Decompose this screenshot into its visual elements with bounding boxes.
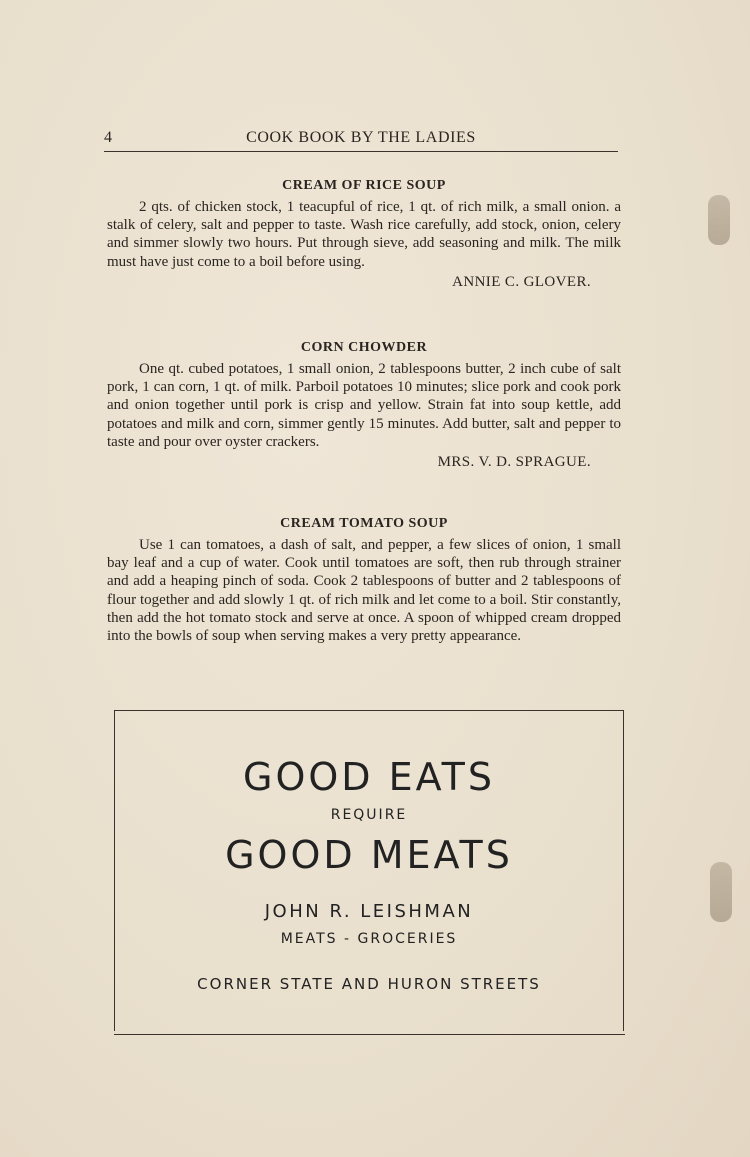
ad-business-type: MEATS - GROCERIES — [280, 931, 458, 947]
ad-merchant-name: JOHN R. LEISHMAN — [264, 901, 474, 922]
recipe-title: CORN CHOWDER — [300, 340, 428, 355]
recipe-author: ANNIE C. GLOVER. — [452, 273, 591, 290]
binding-stain-top — [708, 195, 730, 245]
recipe-corn-chowder — [107, 340, 621, 471]
recipe-title: CREAM TOMATO SOUP — [280, 516, 448, 531]
recipe-body: One qt. cubed potatoes, 1 small onion, 2 tablespoons butter, 2 inch cube of salt pork, 1 can corn, 1 qt. of milk. Parboil potatoes 10 minutes; slice pork and cook pork and onion together until pork is crisp and yellow. Strain fat into soup kettle, add potatoes and milk and corn, simmer gently 15 minutes. Add butter, salt and pepper to taste and pour over oyster crackers. — [107, 361, 621, 450]
ad-headline-good-meats: GOOD MEATS — [225, 833, 513, 877]
ad-require: REQUIRE — [330, 807, 408, 823]
recipe-title: CREAM OF RICE SOUP — [282, 178, 446, 193]
ad-headline-good-eats: GOOD EATS — [243, 755, 495, 799]
ad-address: CORNER STATE AND HURON STREETS — [197, 975, 541, 993]
recipe-author: MRS. V. D. SPRAGUE. — [437, 454, 591, 471]
page-header — [104, 129, 618, 152]
ad-bottom-rule — [114, 1034, 625, 1035]
binding-stain-bottom — [710, 862, 732, 922]
running-title: COOK BOOK BY THE LADIES — [246, 129, 476, 146]
recipe-cream-tomato-soup — [107, 516, 621, 645]
recipe-cream-of-rice-soup — [107, 178, 621, 291]
recipe-body: Use 1 can tomatoes, a dash of salt, and pepper, a few slices of onion, 1 small bay leaf and a cup of water. Cook until tomatoes are soft, then rub through strainer and add a heaping pinch of soda. Cook 2 tablespoons of butter and 2 tablespoons of flour together and add slowly 1 qt. of rich milk and let come to a boil. Stir constantly, then add the hot tomato stock and serve at once. A spoon of whipped cream dropped into the bowls of soup when serving makes a very pretty appearance. — [107, 537, 621, 645]
advertisement-box — [114, 710, 624, 1031]
recipe-body: 2 qts. of chicken stock, 1 teacupful of rice, 1 qt. of rich milk, a small onion. a stalk of celery, salt and pepper to taste. Wash rice carefully, add stock, onion, celery and simmer slowly two hours. Put through sieve, add seasoning and milk. The milk must have just come to a boil before using. — [107, 199, 621, 270]
page-number: 4 — [104, 129, 112, 146]
